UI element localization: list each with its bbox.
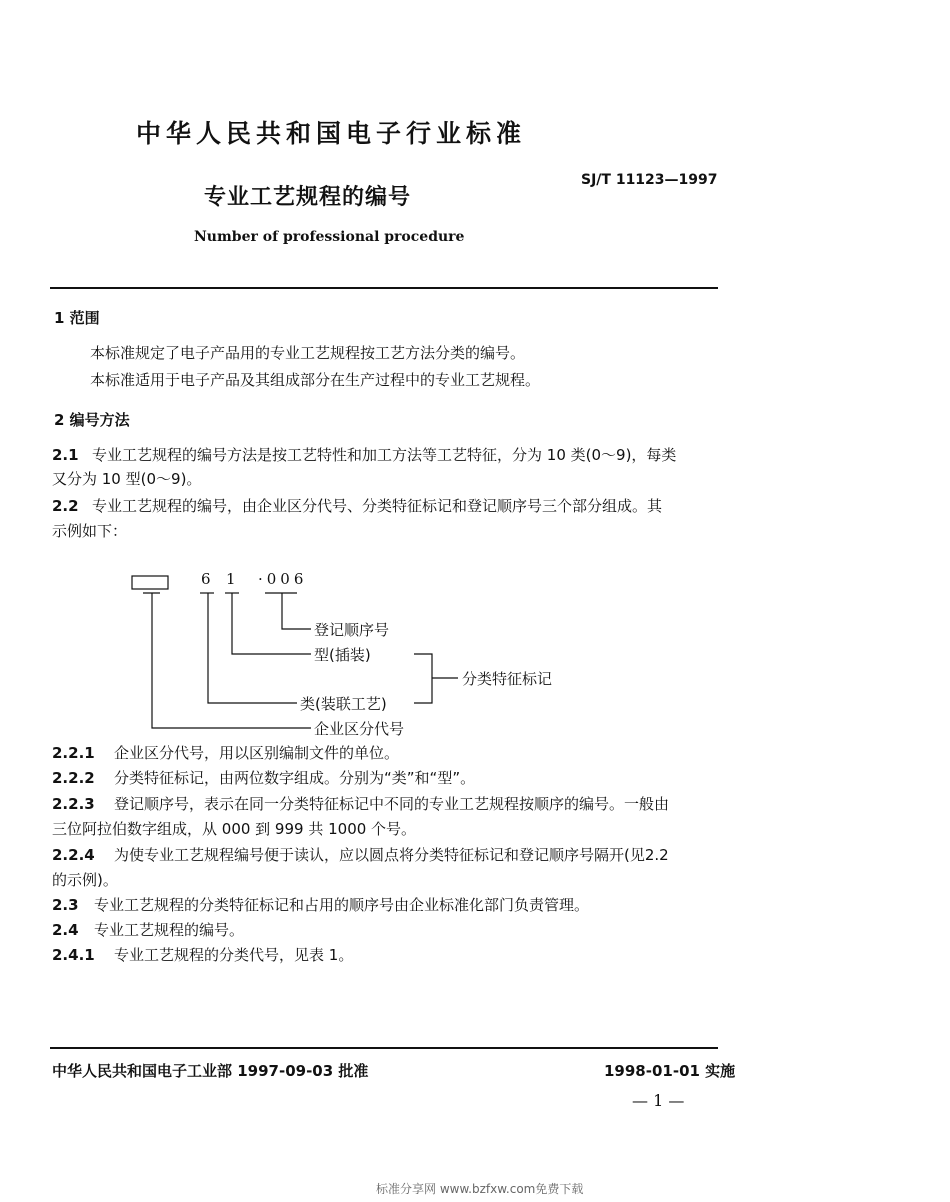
watermark: 标准分享网 www.bzfxw.com免费下载 <box>376 1182 584 1196</box>
type-digit: 1 <box>226 570 236 588</box>
paragraph: 本标准规定了电子产品用的专业工艺规程按工艺方法分类的编号。 <box>90 344 526 362</box>
document-title: 专业工艺规程的编号 <box>204 185 412 210</box>
standard-category-heading: 中华人民共和国电子行业标准 <box>136 119 527 148</box>
clause-text-continued: 三位阿拉伯数字组成，从 000 到 999 共 1000 个号。 <box>52 820 417 838</box>
clause-2-2-4 <box>52 844 669 866</box>
label-enterprise: 企业区分代号 <box>314 720 405 738</box>
clause-number: 2.3 <box>52 896 79 914</box>
clause-2-3 <box>52 894 589 916</box>
clause-text: 为使专业工艺规程编号便于读认，应以圆点将分类特征标记和登记顺序号隔开(见2.2 <box>114 846 669 864</box>
clause-2-2-2 <box>52 767 475 789</box>
clause-text-continued: 示例如下： <box>52 522 128 540</box>
clause-text-continued: 的示例)。 <box>52 871 118 889</box>
section-2-heading: 2 编号方法 <box>54 411 130 429</box>
implementation-date: 1998-01-01 实施 <box>604 1062 736 1080</box>
clause-number: 2.2.4 <box>52 846 95 864</box>
serial-number: ·006 <box>258 570 308 588</box>
label-class: 类(装联工艺) <box>300 695 387 713</box>
clause-number: 2.2.3 <box>52 795 95 813</box>
clause-text: 专业工艺规程的分类代号，见表 1。 <box>114 946 354 964</box>
clause-text: 专业工艺规程的编号。 <box>94 921 245 939</box>
enterprise-code-box <box>132 576 168 589</box>
serial-leader-line <box>282 593 311 629</box>
clause-text: 企业区分代号，用以区别编制文件的单位。 <box>114 744 400 762</box>
english-title: Number of professional procedure <box>194 229 465 245</box>
clause-text: 专业工艺规程的编号方法是按工艺特性和加工方法等工艺特征，分为 10 类(0～9)，每类 <box>92 446 677 464</box>
section-1-heading: 1 范围 <box>54 309 100 327</box>
approval-statement: 中华人民共和国电子工业部 1997-09-03 批准 <box>52 1062 369 1080</box>
clause-number: 2.2.2 <box>52 769 95 787</box>
type-leader-line <box>232 593 311 654</box>
label-type: 型(插装) <box>314 646 371 664</box>
clause-text: 专业工艺规程的编号，由企业区分代号、分类特征标记和登记顺序号三个部分组成。其 <box>92 497 663 515</box>
class-digit: 6 <box>201 570 211 588</box>
clause-2-4 <box>52 919 244 941</box>
page-number: — 1 — <box>632 1091 685 1110</box>
clause-2-2-3 <box>52 793 669 815</box>
label-serial: 登记顺序号 <box>314 621 390 639</box>
clause-text-continued: 又分为 10 型(0～9)。 <box>52 470 202 488</box>
clause-number: 2.4.1 <box>52 946 95 964</box>
label-group: 分类特征标记 <box>462 670 553 688</box>
group-bracket <box>414 654 432 703</box>
standard-number: SJ/T 11123—1997 <box>581 172 718 188</box>
footer-divider <box>50 1047 718 1049</box>
clause-number: 2.2.1 <box>52 744 95 762</box>
clause-text: 登记顺序号，表示在同一分类特征标记中不同的专业工艺规程按顺序的编号。一般由 <box>114 795 670 813</box>
class-leader-line <box>208 593 297 703</box>
clause-number: 2.1 <box>52 446 79 464</box>
clause-2-2-1 <box>52 742 399 764</box>
paragraph: 本标准适用于电子产品及其组成部分在生产过程中的专业工艺规程。 <box>90 371 541 389</box>
clause-number: 2.2 <box>52 497 79 515</box>
clause-text: 分类特征标记，由两位数字组成。分别为“类”和“型”。 <box>114 769 476 787</box>
clause-2-4-1 <box>52 944 353 966</box>
clause-number: 2.4 <box>52 921 79 939</box>
clause-text: 专业工艺规程的分类特征标记和占用的顺序号由企业标准化部门负责管理。 <box>94 896 590 914</box>
